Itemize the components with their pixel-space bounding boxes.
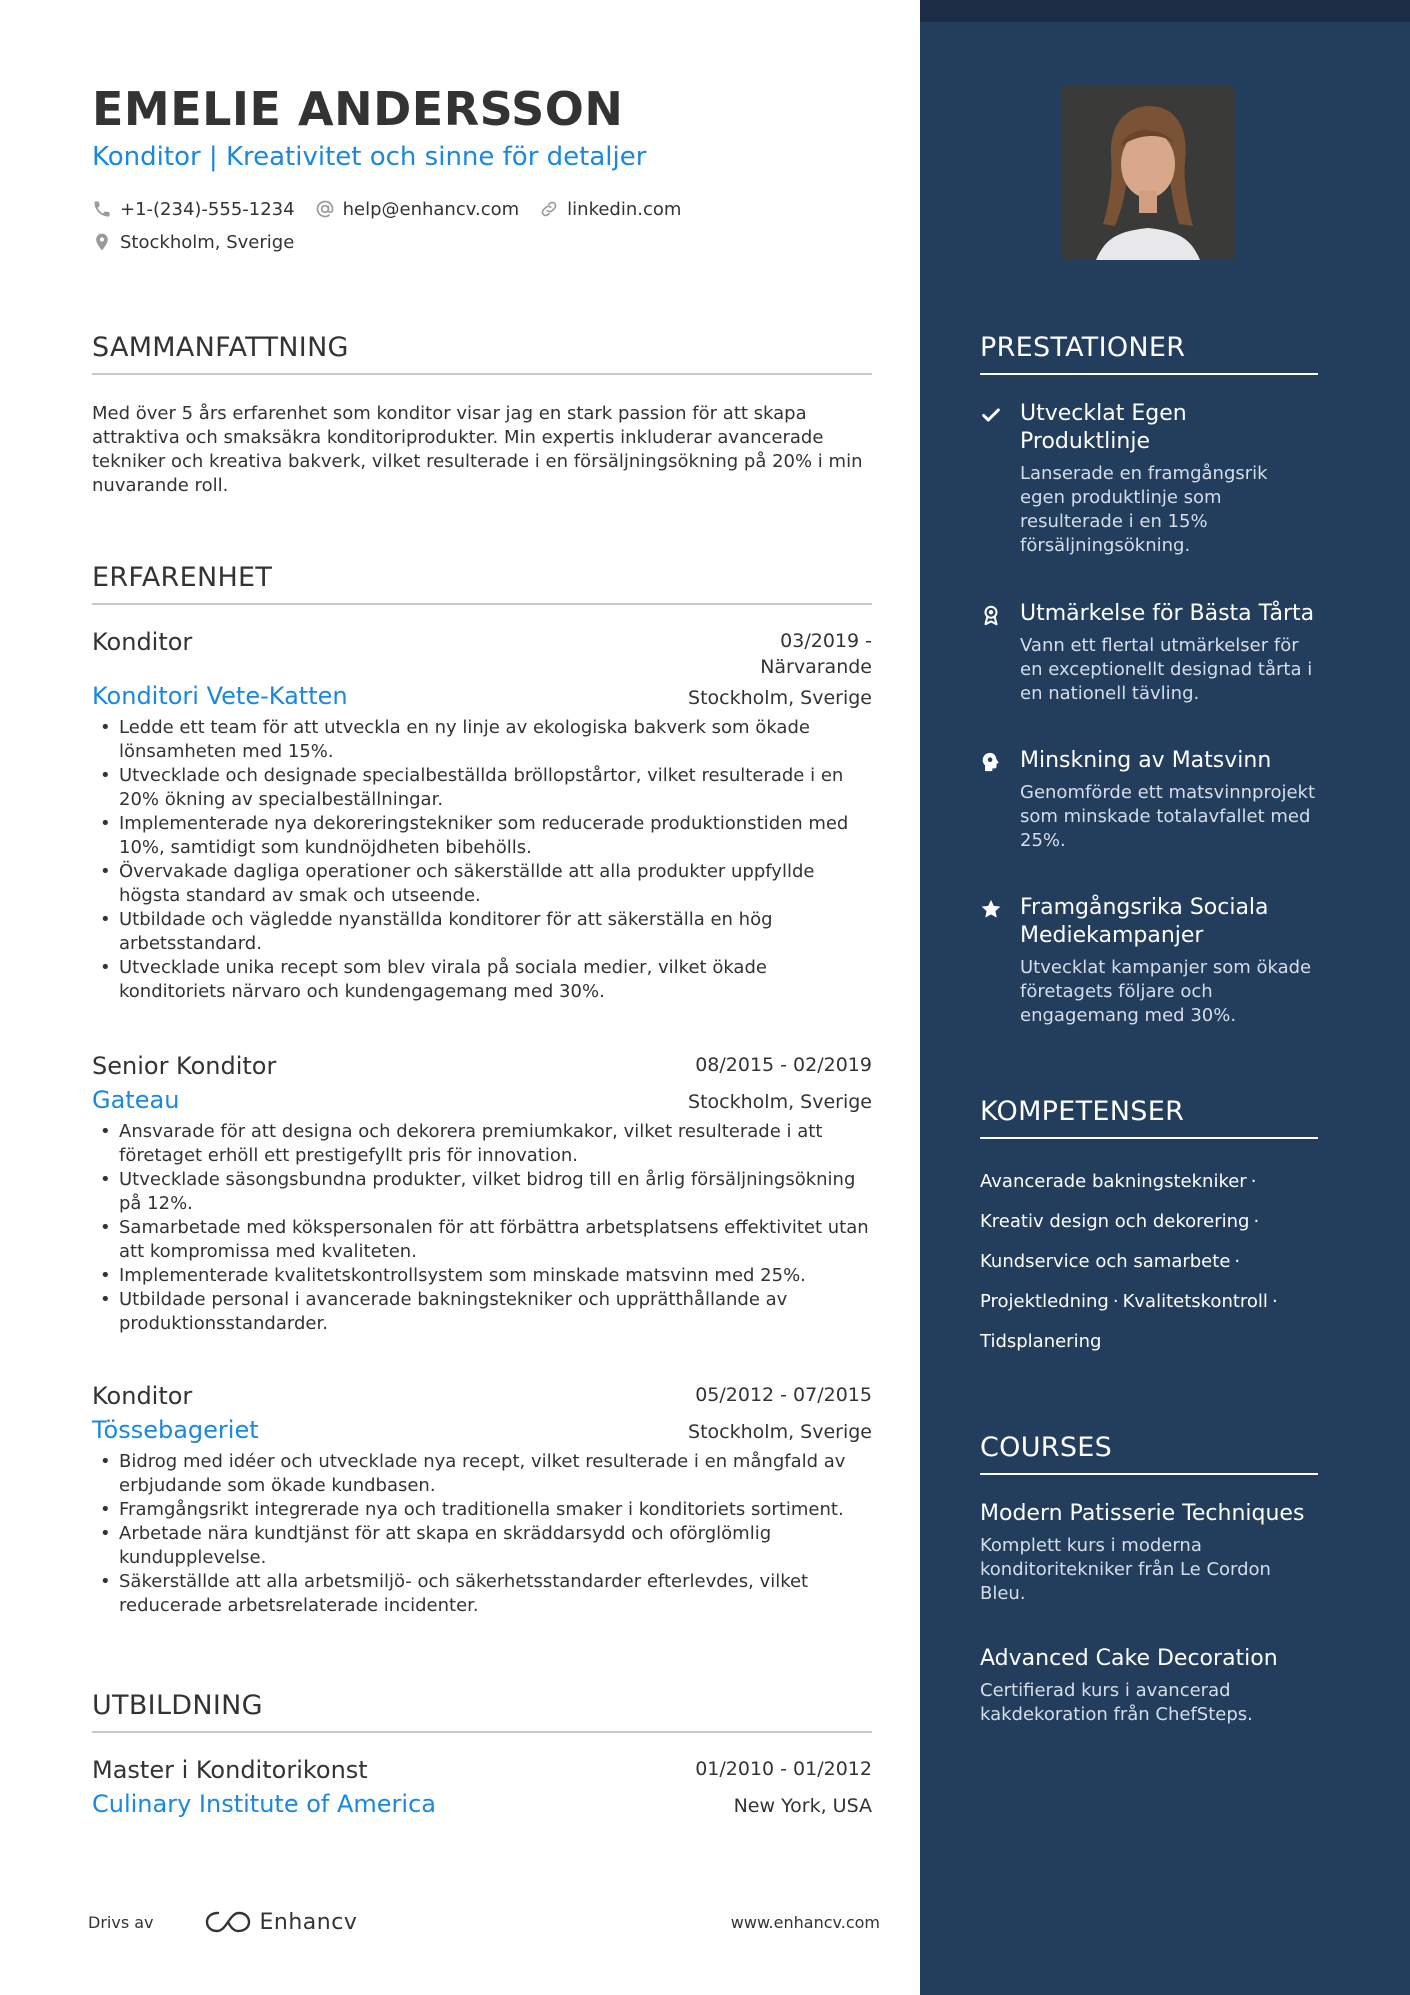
phone-text: +1-(234)-555-1234 xyxy=(120,198,295,220)
bullet-item: • Arbetade nära kundtjänst för att skapa en skräddarsydd och oförglömlig kundupplevelse. xyxy=(92,1522,872,1570)
job-location: Stockholm, Sverige xyxy=(688,1091,872,1113)
candidate-tagline: Konditor | Kreativitet och sinne för detaljer xyxy=(92,142,647,172)
education-entry xyxy=(92,1756,872,1818)
job-title: Konditor xyxy=(92,1382,193,1410)
candidate-name: EMELIE ANDERSSON xyxy=(92,82,624,136)
achievement-desc: Lanserade en framgångsrik egen produktlinje som resulterade i en 15% försäljningsökning. xyxy=(1020,463,1268,556)
sidebar-top-bar xyxy=(920,0,1410,22)
skill-item: Projektledning xyxy=(980,1291,1109,1312)
job-date: 05/2012 - 07/2015 xyxy=(695,1384,872,1406)
course-title: Modern Patisserie Techniques xyxy=(980,1501,1305,1526)
achievement-item xyxy=(980,400,1318,558)
education-date: 01/2010 - 01/2012 xyxy=(695,1758,872,1780)
job-entry xyxy=(92,1052,872,1336)
job-title: Senior Konditor xyxy=(92,1052,277,1080)
achievement-item xyxy=(980,747,1318,853)
location-pin-icon xyxy=(92,232,112,252)
company-name[interactable]: Tössebageriet xyxy=(92,1416,259,1444)
summary-heading: SAMMANFATTNING xyxy=(92,332,872,375)
course-title: Advanced Cake Decoration xyxy=(980,1646,1278,1671)
achievement-desc: Utvecklat kampanjer som ökade företagets följare och engagemang med 30%. xyxy=(1020,957,1312,1026)
skill-item: Kreativ design och dekorering xyxy=(980,1211,1250,1232)
summary-text: Med över 5 års erfarenhet som konditor visar jag en stark passion för att skapa attraktiva och smaksäkra konditoriprodukter. Min expertis inkluderar avancerade tekniker och kreativa bakverk, vilket resulterade i en försäljningsökning på 20% i min nuvarande roll. xyxy=(92,403,863,496)
experience-heading: ERFARENHET xyxy=(92,562,872,605)
bullet-item: • Utvecklade säsongsbundna produkter, vilket bidrog till en årlig försäljningsökning på 12%. xyxy=(92,1168,872,1216)
bullet-item: • Bidrog med idéer och utvecklade nya recept, vilket resulterade i en mångfald av erbjudande som ökade kundbasen. xyxy=(92,1450,872,1498)
footer-url[interactable]: www.enhancv.com xyxy=(730,1912,880,1932)
bullet-item: • Ledde ett team för att utveckla en ny linje av ekologiska bakverk som ökade lönsamheten med 15%. xyxy=(92,716,872,764)
linkedin-contact[interactable] xyxy=(539,199,681,220)
job-date: 08/2015 - 02/2019 xyxy=(695,1054,872,1076)
achievement-title: Utvecklat Egen Produktlinje xyxy=(1020,401,1187,454)
job-bullets xyxy=(92,1120,872,1336)
course-item xyxy=(980,1500,1318,1606)
linkedin-text: linkedin.com xyxy=(567,198,682,220)
bullet-item: • Framgångsrikt integrerade nya och traditionella smaker i konditoriets sortiment. xyxy=(92,1498,872,1522)
bullet-item: • Samarbetade med kökspersonalen för att förbättra arbetsplatsens effektivitet utan att kompromissa med kvaliteten. xyxy=(92,1216,872,1264)
achievement-item xyxy=(980,894,1318,1028)
course-item xyxy=(980,1645,1318,1727)
company-name[interactable]: Gateau xyxy=(92,1086,180,1114)
phone-icon xyxy=(92,199,112,219)
job-bullets xyxy=(92,1450,872,1618)
job-location: Stockholm, Sverige xyxy=(688,1421,872,1443)
achievement-title: Framgångsrika Sociala Mediekampanjer xyxy=(1020,895,1269,948)
skill-item: Tidsplanering xyxy=(980,1331,1102,1352)
location-text: Stockholm, Sverige xyxy=(120,231,295,253)
bullet-item: • Säkerställde att alla arbetsmiljö- och säkerhetsstandarder efterlevdes, vilket reducerade arbetsrelaterade incidenter. xyxy=(92,1570,872,1618)
education-location: New York, USA xyxy=(733,1795,872,1817)
phone-contact[interactable] xyxy=(92,199,295,220)
courses-heading: COURSES xyxy=(980,1432,1318,1475)
footer xyxy=(88,1902,880,1942)
at-icon xyxy=(315,199,335,219)
bullet-item: • Implementerade kvalitetskontrollsystem som minskade matsvinn med 25%. xyxy=(92,1264,872,1288)
powered-by-label: Drivs av xyxy=(88,1912,154,1932)
enhancv-logo[interactable] xyxy=(204,1909,358,1935)
link-icon xyxy=(539,199,559,219)
job-location: Stockholm, Sverige xyxy=(688,687,872,709)
job-title: Konditor xyxy=(92,628,193,656)
job-bullets xyxy=(92,716,872,1004)
company-name[interactable]: Konditori Vete-Katten xyxy=(92,682,348,710)
achievement-desc: Vann ett flertal utmärkelser för en exceptionellt designad tårta i en nationell tävling. xyxy=(1020,635,1313,704)
email-contact[interactable] xyxy=(315,199,520,220)
enhancv-logo-text: Enhancv xyxy=(259,1909,358,1935)
job-entry xyxy=(92,628,872,1004)
degree-title: Master i Konditorikonst xyxy=(92,1756,368,1784)
bullet-item: • Implementerade nya dekoreringstekniker som reducerade produktionstiden med 10%, samtidigt som kundnöjdheten bibehölls. xyxy=(92,812,872,860)
bullet-item: • Utbildade personal i avancerade bakningstekniker och upprätthållande av produktionsstandarder. xyxy=(92,1288,872,1336)
achievement-title: Utmärkelse för Bästa Tårta xyxy=(1020,601,1315,626)
skill-item: Kundservice och samarbete xyxy=(980,1251,1231,1272)
course-desc: Certifierad kurs i avancerad kakdekoration från ChefSteps. xyxy=(980,1680,1253,1725)
skill-item: Avancerade bakningstekniker xyxy=(980,1171,1247,1192)
achievement-item xyxy=(980,600,1318,706)
achievement-desc: Genomförde ett matsvinnprojekt som minskade totalavfallet med 25%. xyxy=(1020,782,1316,851)
contact-info xyxy=(92,196,852,262)
job-entry xyxy=(92,1382,872,1618)
school-name[interactable]: Culinary Institute of America xyxy=(92,1790,436,1818)
star-icon xyxy=(980,898,1002,920)
profile-photo xyxy=(1061,86,1235,260)
bullet-item: • Utvecklade unika recept som blev virala på sociala medier, vilket ökade konditoriets närvaro och kundengagemang med 30%. xyxy=(92,956,872,1004)
bullet-item: • Utvecklade och designade specialbeställda bröllopstårtor, vilket resulterade i en 20% ökning av specialbeställningar. xyxy=(92,764,872,812)
achievements-heading: PRESTATIONER xyxy=(980,332,1318,375)
skills-list: Avancerade bakningstekniker · Kreativ design och dekorering · Kundservice och samarbete · Projektledning · Kvalitetskontroll · Tidsplanering xyxy=(980,1171,1278,1352)
location-contact xyxy=(92,232,294,253)
enhancv-logo-icon xyxy=(204,1909,252,1935)
check-icon xyxy=(980,404,1002,426)
skill-item: Kvalitetskontroll xyxy=(1122,1291,1268,1312)
email-text: help@enhancv.com xyxy=(342,198,520,220)
job-date: 03/2019 - Närvarande xyxy=(760,630,872,678)
idea-head-icon xyxy=(980,751,1002,773)
bullet-item: • Utbildade och vägledde nyanställda konditorer för att säkerställa en hög arbetsstandard. xyxy=(92,908,872,956)
bullet-item: • Övervakade dagliga operationer och säkerställde att alla produkter uppfyllde högsta standard av smak och utseende. xyxy=(92,860,872,908)
award-icon xyxy=(980,604,1002,626)
course-desc: Komplett kurs i moderna konditoritekniker från Le Cordon Bleu. xyxy=(980,1535,1271,1604)
achievement-title: Minskning av Matsvinn xyxy=(1020,748,1272,773)
skills-heading: KOMPETENSER xyxy=(980,1096,1318,1139)
education-heading: UTBILDNING xyxy=(92,1690,872,1733)
bullet-item: • Ansvarade för att designa och dekorera premiumkakor, vilket resulterade i att företaget erhöll ett prestigefyllt pris för innovation. xyxy=(92,1120,872,1168)
